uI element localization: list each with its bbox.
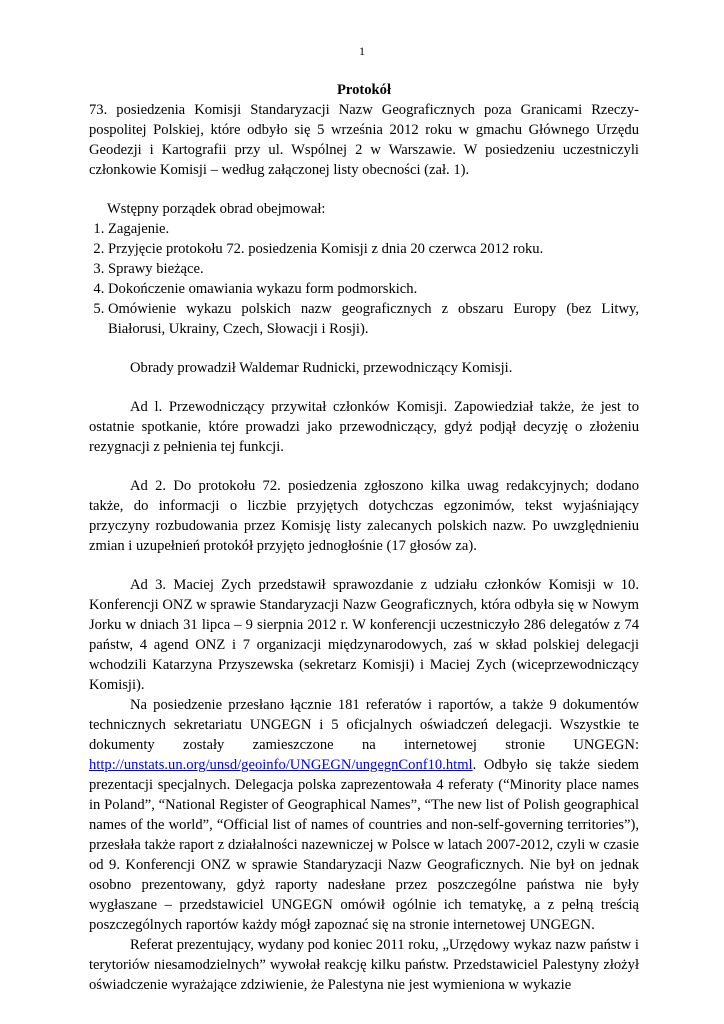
ad3-paragraph: Ad 3. Maciej Zych przedstawił sprawozdanie z udziału członków Komisji w 10. Konferencji ONZ w sprawie Standaryzacji Nazw Geograficznych, która odbyła się w Nowym Jorku w dniach 31 lipca – 9 sierpnia 2012 r. W konferencji uczestniczyło 286 delegatów z 74 państw, 4 agend ONZ i 7 organizacji międzynarodowych, zaś w skład polskiej delegacji wchodzili Katarzyna Przyszewska (sekretarz Komisji) i Maciej Zych (wiceprzewodniczący Komisji). <box>89 577 639 693</box>
agenda-intro: Wstępny porządek obrad obejmował: <box>107 201 326 217</box>
ad2-paragraph: Ad 2. Do protokołu 72. posiedzenia zgłoszono kilka uwag redakcyjnych; dodano także, do informacji o liczbie przyjętych dotychczas egzonimów, tekst wyjaśniający przyczyny rozbudowania przez Komisję listy zalecanych polskich nazw. Po uwzględnieniu zmian i uzupełnień protokół przyjęto jednogłośnie (17 głosów za). <box>89 478 639 554</box>
page-number: 1 <box>359 44 365 58</box>
ad1-paragraph: Ad l. Przewodniczący przywitał członków Komisji. Zapowiedział także, że jest to ostatnie spotkanie, które prowadzi jako przewodniczący, gdyż podjął decyzję o złożeniu rezygnacji z pełnienia tej funkcji. <box>89 399 639 455</box>
papers-paragraph-start: Na posiedzenie przesłano łącznie 181 referatów i raportów, a także 9 dokumentów technicznych sekretariatu UNGEGN i 5 oficjalnych oświadczeń delegacji. Wszystkie te <box>89 697 639 733</box>
agenda-list <box>89 219 639 339</box>
agenda-item: 3. Sprawy bieżące. <box>108 259 639 279</box>
document-body <box>89 80 639 995</box>
agenda-item: 5. Omówienie wykazu polskich nazw geograficznych z obszaru Europy (bez Litwy, Białorusi, Ukrainy, Czech, Słowacji i Rosji). <box>108 299 639 339</box>
agenda-item: 4. Dokończenie omawiania wykazu form podmorskich. <box>108 279 639 299</box>
agenda-item: 2. Przyjęcie protokołu 72. posiedzenia Komisji z dnia 20 czerwca 2012 roku. <box>108 239 639 259</box>
chair-paragraph: Obrady prowadził Waldemar Rudnicki, przewodniczący Komisji. <box>130 360 513 376</box>
ungegn-conference-link[interactable]: http://unstats.un.org/unsd/geoinfo/UNGEGN/ungegnConf10.html <box>89 757 473 773</box>
papers-paragraph-rest <box>89 755 639 935</box>
intro-paragraph: 73. posiedzenia Komisji Standaryzacji Nazw Geograficznych poza Granicami Rzeczy-pospolitej Polskiej, które odbyło się 5 września 2012 roku w gmachu Głównego Urzędu Geodezji i Kartografii przy ul. Wspólnej 2 w Warszawie. W posiedzeniu uczestniczyli członkowie Komisji – według załączonej listy obecności (zał. 1). <box>89 102 639 178</box>
papers-paragraph-urls-line: dokumenty zostały zamieszczone na internetowej stronie UNGEGN: <box>89 737 639 753</box>
referat-paragraph: Referat prezentujący, wydany pod koniec 2011 roku, „Urzędowy wykaz nazw państw i terytoriów niesamodzielnych” wywołał reakcję kilku państw. Przedstawiciel Palestyny złożył oświadczenie wyrażające zdziwienie, że Palestyna nie jest wymieniona w wykazie <box>89 937 639 993</box>
papers-paragraph-continuation: . Odbyło się także siedem prezentacji specjalnych. Delegacja polska zaprezentowała 4 referaty (“Minority place names in Poland”, “National Register of Geographical Names”, “The new list of Polish geographical names of the world”, “Official list of names of countries and non-self-governing territories”), przesłała także raport z działalności nazewniczej w Polsce w latach 2007-2012, czyli w czasie od 9. Konferencji ONZ w sprawie Standaryzacji Nazw Geograficznych. Nie był on jednak osobno prezentowany, gdyż raporty nadesłane przez poszczególne państwa nie były wygłaszane – przedstawiciel UNGEGN omówił ogólnie ich tematykę, a z pełną treścią poszczególnych raportów każdy mógł zapoznać się na stronie internetowej UNGEGN. <box>89 757 639 933</box>
document-title: Protokół <box>336 82 392 98</box>
agenda-item: 1. Zagajenie. <box>108 219 639 239</box>
